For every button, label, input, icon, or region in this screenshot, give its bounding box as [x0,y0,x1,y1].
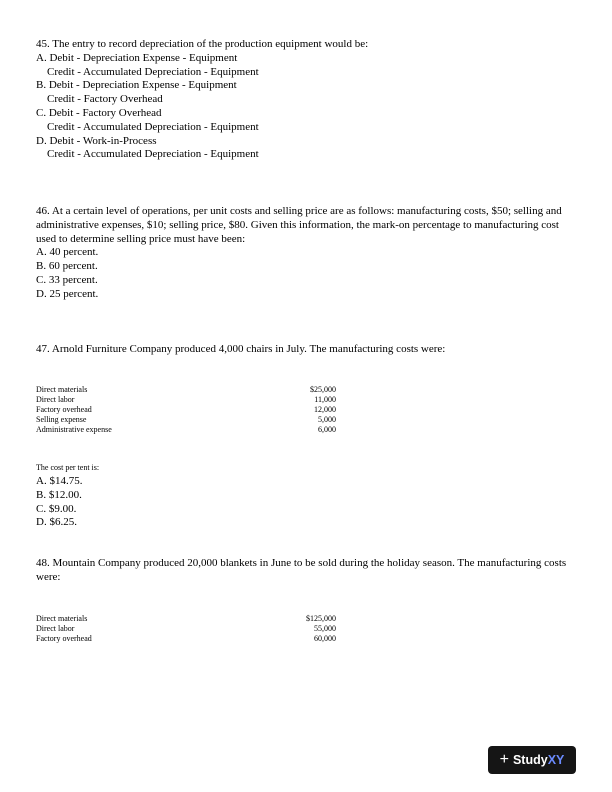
row-value: 6,000 [318,425,336,434]
table-row [36,614,336,624]
question-46-stem: 46. At a certain level of operations, per unit costs and selling price are as follows: manufacturing costs, $50; selling and administrative expenses, $10; selling price, $80. Given this information, the mark-on percentage to manufacturing cost used to determine selling price must have been: [36,205,562,245]
table-row [36,634,336,644]
q48-cost-table [36,614,336,644]
row-value: 55,000 [314,624,336,633]
q47-options [36,475,581,530]
q45-line: Credit - Factory Overhead [47,93,163,106]
q45-line: C. Debit - Factory Overhead [36,106,162,119]
q47-option: A. $14.75. [36,475,83,487]
q47-cost-table [36,385,336,435]
q45-line: Credit - Accumulated Depreciation - Equipment [47,148,259,161]
studyxy-logo [488,746,576,774]
row-label: Direct labor [36,395,75,404]
logo-word-xy: XY [547,753,565,767]
q46-option: B. 60 percent. [36,260,98,273]
q47-prompt: The cost per tent is: [36,463,100,472]
row-value: 11,000 [314,395,336,404]
row-label: Administrative expense [36,425,112,434]
q46-option: C. 33 percent. [36,273,98,286]
question-48-stem: 48. Mountain Company produced 20,000 blankets in June to be sold during the holiday season. The manufacturing costs were: [36,557,567,583]
q45-line: Credit - Accumulated Depreciation - Equipment [47,120,259,133]
row-label: Selling expense [36,415,87,424]
table-row [36,624,336,634]
q47-option: B. $12.00. [36,488,82,501]
question-47-stem-block [36,343,581,357]
q45-line: B. Debit - Depreciation Expense - Equipment [36,79,237,92]
logo-word-study: Study [512,753,548,767]
table-row [36,415,336,425]
row-label: Factory overhead [36,634,92,643]
question-48-stem-block [36,557,581,585]
plus-icon: + [499,751,509,768]
table-row [36,405,336,415]
q47-option: C. $9.00. [36,502,77,515]
row-value: 5,000 [318,415,336,424]
question-46 [36,205,581,302]
row-value: $25,000 [310,385,336,394]
table-row [36,385,336,395]
row-label: Direct materials [36,385,88,394]
row-value: 12,000 [314,405,336,414]
q46-option: A. 40 percent. [36,246,99,259]
row-label: Direct labor [36,624,75,633]
question-45-stem: 45. The entry to record depreciation of the production equipment would be: [36,38,369,50]
row-value: $125,000 [306,614,336,623]
table-row [36,425,336,435]
question-47-stem: 47. Arnold Furniture Company produced 4,000 chairs in July. The manufacturing costs were: [36,343,446,355]
row-label: Factory overhead [36,405,92,414]
table-row [36,395,336,405]
q45-line: A. Debit - Depreciation Expense - Equipment [36,51,238,64]
q45-line: Credit - Accumulated Depreciation - Equipment [47,65,259,78]
question-45 [36,38,581,162]
q46-option: D. 25 percent. [36,287,99,300]
row-value: 60,000 [314,634,336,643]
row-label: Direct materials [36,614,88,623]
logo-wordmark [513,753,564,767]
q47-option: D. $6.25. [36,516,77,529]
q45-line: D. Debit - Work-in-Process [36,134,157,147]
